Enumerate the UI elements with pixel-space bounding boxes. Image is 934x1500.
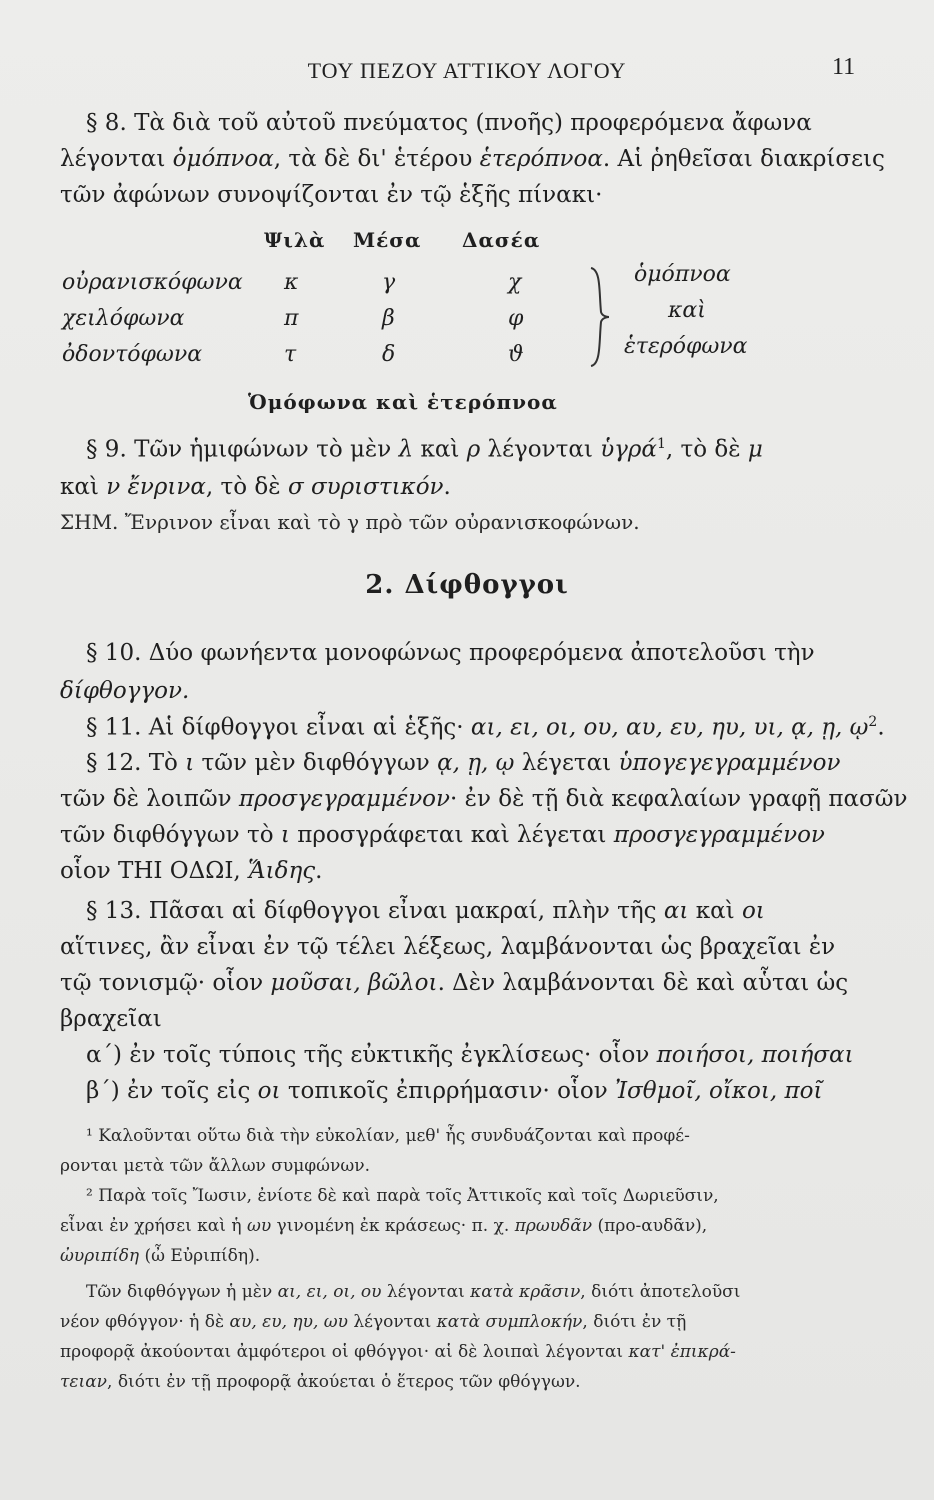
text: νέον φθόγγον· ἡ δὲ (60, 1312, 230, 1332)
text: λέγονται (480, 436, 601, 463)
diphthong: οι (257, 1078, 281, 1104)
text: Τῶν διφθόγγων ἡ μὲν (86, 1282, 278, 1302)
table-cell: χ (508, 270, 522, 295)
table-cell: ϑ (508, 342, 524, 367)
paragraph-8-line-3: τῶν ἀφώνων συνοψίζονται ἐν τῷ ἑξῆς πίνακι· (60, 182, 603, 208)
diphthong-list: αι, ει, οι, ου, αυ, ευ, ηυ, υι, ᾳ, ῃ, ῳ (470, 714, 869, 741)
example-words: μοῦσαι, βῶλοι (270, 970, 438, 996)
paragraph-13-item-b (86, 1078, 822, 1104)
paragraph-9-note: ΣΗΜ. Ἔνρινον εἶναι καὶ τὸ γ πρὸ τῶν οὐρανισκοφώνων. (60, 510, 640, 534)
table-cell: π (284, 306, 299, 331)
text: τοπικοῖς ἐπιρρήμασιν· οἷον (280, 1078, 616, 1104)
text: λέγονται (381, 1282, 471, 1302)
table-row-label: ὀδοντόφωνα (62, 342, 203, 367)
letter: λ (398, 436, 414, 463)
footnote-ref-1: 1 (656, 436, 666, 452)
letter: ρ (466, 436, 481, 463)
term-hygra: ὑγρά (600, 436, 657, 463)
table-cell: τ (284, 342, 297, 367)
footnote-3-line-2 (60, 1312, 686, 1332)
footnote-ref-2: 2 (868, 714, 878, 730)
footnote-2-line-2 (60, 1216, 707, 1236)
text: οἷον ΤΗΙ ΟΔΩΙ, (60, 858, 249, 884)
term-kata-symploken: κατὰ συμπλοκήν (436, 1312, 583, 1332)
text: (προ-αυδᾶν), (592, 1216, 708, 1236)
text: λέγονται (60, 146, 173, 172)
text: . Αἱ ῥηθεῖσαι διακρίσεις (602, 146, 885, 172)
term-kat-epikrateian: τειαν (60, 1372, 108, 1392)
text: τῷ τονισμῷ· οἷον (60, 970, 271, 996)
text: τῶν μὲν διφθόγγων (194, 750, 438, 776)
footnote-3-line-4 (60, 1372, 581, 1392)
text: . (443, 474, 451, 500)
diphthongs: αι, ει, οι, ου (277, 1282, 382, 1302)
text: , διότι ἐν τῇ (582, 1312, 687, 1332)
paragraph-13-line-4: βραχεῖαι (60, 1006, 162, 1032)
footnote-2-line-1: ² Παρὰ τοῖς Ἴωσιν, ἐνίοτε δὲ καὶ παρὰ τοῖς Ἀττικοῖς καὶ τοῖς Δωριεῦσιν, (86, 1186, 719, 1206)
running-header: ΤΟΥ ΠΕΖΟΥ ΑΤΤΙΚΟΥ ΛΟΓΟΥ (307, 58, 627, 83)
paragraph-9-line-1 (86, 436, 763, 463)
text: . (315, 858, 323, 884)
paragraph-13-line-3 (60, 970, 848, 996)
table-row-label: οὐρανισκόφωνα (62, 270, 243, 295)
paragraph-12-line-3 (60, 822, 825, 848)
paragraph-12-line-4 (60, 858, 322, 884)
term-syristikon: σ συριστικόν (287, 474, 444, 500)
example-words: Ἰσθμοῖ, οἴκοι, ποῖ (615, 1078, 823, 1104)
text: § 9. Τῶν ἡμιφώνων τὸ μὲν (86, 436, 399, 463)
text: , διότι ἐν τῇ προφορᾷ ἀκούεται ὁ ἕτερος τῶν φθόγγων. (107, 1372, 581, 1392)
text: · ἐν δὲ τῇ διὰ κεφαλαίων γραφῇ πασῶν (450, 786, 908, 812)
text: καὶ (60, 474, 107, 500)
item-label: α´) (86, 1042, 123, 1068)
table-side-heterofona: ἑτερόφωνα (624, 334, 748, 359)
text: . (877, 714, 885, 741)
paragraph-8-line-1: § 8. Τὰ διὰ τοῦ αὐτοῦ πνεύματος (πνοῆς) προφερόμενα ἄφωνα (86, 110, 812, 136)
text: λέγονται (347, 1312, 437, 1332)
example-word: Ἅιδης (248, 858, 316, 884)
table-header-dasea: Δασέα (462, 228, 541, 252)
paragraph-10-line-2: δίφθογγον. (60, 678, 190, 704)
letter: μ (747, 436, 763, 463)
table-header-mesa: Μέσα (353, 228, 422, 252)
term-homopnoa: ὁμόπνοα (172, 146, 274, 172)
diphthong: οι (741, 898, 765, 924)
text: , τὸ δὲ (665, 436, 748, 463)
term-prosgegrammenon: προσγεγραμμένον (238, 786, 451, 812)
footnote-1-line-2: ρονται μετὰ τῶν ἄλλων συμφώνων. (60, 1156, 370, 1176)
text: . Δὲν λαμβάνονται δὲ καὶ αὗται ὡς (437, 970, 849, 996)
letter: ι (280, 822, 290, 848)
text: , τὰ δὲ δι' ἑτέρου (273, 146, 480, 172)
paragraph-11 (86, 714, 885, 741)
paragraph-8-line-2 (60, 146, 885, 172)
text: , τὸ δὲ (205, 474, 288, 500)
text: ἐν τοῖς εἰς (127, 1078, 258, 1104)
term-hypogegrammenon: ὑπογεγεγραμμένον (618, 750, 841, 776)
footnote-1-line-1: ¹ Καλοῦνται οὕτω διὰ τὴν εὐκολίαν, μεθ' ἧς συνδυάζονται καὶ προφέ- (86, 1126, 690, 1146)
text: (ὦ Εὐριπίδη). (139, 1246, 261, 1266)
page-number: 11 (832, 54, 856, 80)
footnote-3-line-3 (60, 1342, 736, 1362)
table-row-label: χειλόφωνα (62, 306, 185, 331)
paragraph-9-line-2 (60, 474, 451, 500)
table-cell: κ (284, 270, 299, 295)
term-heteropnoa: ἑτερόπνοα (479, 146, 603, 172)
footnote-2-line-3 (60, 1246, 260, 1266)
table-side-kai: καὶ (668, 298, 706, 323)
example-word: ὠυριπίδη (60, 1246, 140, 1266)
text: γινομένη ἐκ κράσεως· π. χ. (271, 1216, 515, 1236)
paragraph-12-line-1 (86, 750, 840, 776)
section-title: 2. Δίφθογγοι (365, 570, 569, 600)
paragraph-13-line-2: αἵτινες, ἂν εἶναι ἐν τῷ τέλει λέξεως, λαμβάνονται ὡς βραχεῖαι ἐν (60, 934, 836, 960)
text: τῶν δὲ λοιπῶν (60, 786, 239, 812)
text: προσγράφεται καὶ λέγεται (289, 822, 614, 848)
table-cell: β (382, 306, 395, 331)
text: καὶ (413, 436, 467, 463)
diphthongs: αυ, ευ, ηυ, ωυ (229, 1312, 348, 1332)
text: § 13. Πᾶσαι αἱ δίφθογγοι εἶναι μακραί, πλὴν τῆς (86, 898, 664, 924)
text: § 11. Αἱ δίφθογγοι εἶναι αἱ ἑξῆς· (86, 714, 471, 741)
example-word: πρωυδᾶν (514, 1216, 593, 1236)
paragraph-12-line-2 (60, 786, 907, 812)
example-words: ποιήσοι, ποιήσαι (656, 1042, 854, 1068)
text: τῶν διφθόγγων τὸ (60, 822, 281, 848)
text: προφορᾷ ἀκούονται ἀμφότεροι οἱ φθόγγοι· αἱ δὲ λοιπαὶ λέγονται (60, 1342, 629, 1362)
table-header-psila: Ψιλὰ (264, 228, 326, 252)
diphthongs: ᾳ, ῃ, ῳ (437, 750, 515, 776)
paragraph-13-line-1 (86, 898, 765, 924)
term-kat-epikrateian: κατ' ἐπικρά- (628, 1342, 736, 1362)
item-label: β´) (86, 1078, 120, 1104)
paragraph-10-line-1: § 10. Δύο φωνήεντα μονοφώνως προφερόμενα ἀποτελοῦσι τὴν (86, 640, 815, 666)
text: λέγεται (514, 750, 619, 776)
term-prosgegrammenon: προσγεγραμμένον (613, 822, 825, 848)
table-cell: γ (382, 270, 396, 295)
text: εἶναι ἐν χρήσει καὶ ἡ (60, 1216, 247, 1236)
paragraph-13-item-a (86, 1042, 854, 1068)
brace-icon (585, 262, 615, 372)
footnote-3-line-1 (86, 1282, 740, 1302)
text: , διότι ἀποτελοῦσι (580, 1282, 741, 1302)
term-enrina: ν ἔνρινα (106, 474, 206, 500)
diphthong: ωυ (246, 1216, 272, 1236)
text: § 12. Τὸ (86, 750, 186, 776)
table-cell: φ (508, 306, 524, 331)
letter: ι (185, 750, 195, 776)
table-cell: δ (382, 342, 396, 367)
diphthong: αι (663, 898, 689, 924)
text: ἐν τοῖς τύποις τῆς εὐκτικῆς ἐγκλίσεως· οἷον (129, 1042, 657, 1068)
text: καὶ (688, 898, 742, 924)
term-kata-krasin: κατὰ κρᾶσιν (470, 1282, 581, 1302)
table-caption: Ὁμόφωνα καὶ ἑτερόπνοα (248, 390, 558, 414)
table-side-homopnoa: ὁμόπνοα (634, 262, 731, 287)
